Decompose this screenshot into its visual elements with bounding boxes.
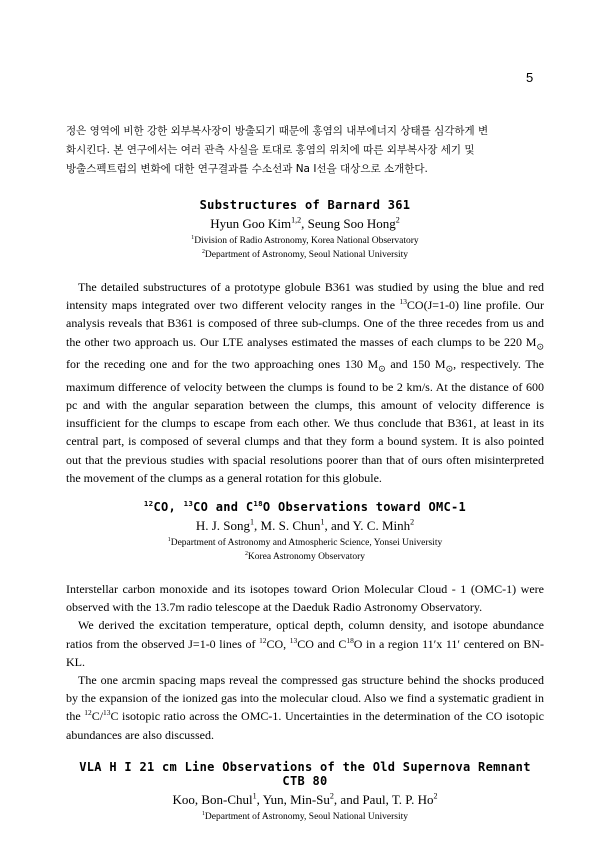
abstract-body: The one arcmin spacing maps reveal the compressed gas structure behind the shocks produced by the expansion of the ionized gas into the molecular cloud. Also we find a systematic gradient in the $^{12}$C/$^{13}$C isotopic ratio across the OMC-1. Uncertainties in the determination of the CO isotopic abundances are also discussed. <box>66 673 544 742</box>
author-list <box>66 216 544 232</box>
solar-symbol: ⊙ <box>445 363 454 374</box>
body-text: and 150 M <box>385 357 446 372</box>
author-name: Koo, Bon-Chul <box>172 792 253 807</box>
abstract-title: Substructures of Barnard 361 <box>199 198 411 212</box>
author-separator: , and <box>333 792 363 807</box>
affil-mark: 1 <box>191 234 195 241</box>
author-separator: , <box>254 518 261 533</box>
affil-mark: 1 <box>201 810 205 817</box>
author-name: M. S. Chun <box>260 518 321 533</box>
abstract-barnard-361 <box>66 198 544 487</box>
author-name: Seung Soo Hong <box>307 216 396 231</box>
author-name: Yun, Min-Su <box>262 792 330 807</box>
korean-line: 화시킨다. 본 연구에서는 여러 관측 사실을 토대로 홍염의 위치에 따른 외부복사장 세기 및 <box>66 144 475 156</box>
author-affil-mark: 2 <box>395 215 400 225</box>
author-name: H. J. Song <box>195 518 250 533</box>
affil-mark: 2 <box>244 550 248 557</box>
author-list <box>66 518 544 534</box>
abstract-ctb80 <box>66 760 544 824</box>
korean-paragraph <box>66 122 544 179</box>
abstract-body: Interstellar carbon monoxide and its isotopes toward Orion Molecular Cloud - 1 (OMC-1) were observed with the 13.7m radio telescope at the Daeduk Radio Astronomy Observatory. <box>66 582 544 615</box>
affil-mark: 2 <box>201 248 205 255</box>
author-name: Hyun Goo Kim <box>210 216 292 231</box>
affil-mark: 1 <box>167 536 171 543</box>
abstract-omc1 <box>66 500 544 744</box>
author-separator: , <box>301 216 308 231</box>
author-affil-mark: 1 <box>250 517 255 527</box>
affil-text: Department of Astronomy, Seoul National University <box>204 812 408 822</box>
author-affil-mark: 1 <box>252 791 257 801</box>
author-list <box>66 792 544 808</box>
affiliation <box>66 550 544 564</box>
author-affil-mark: 1 <box>320 517 325 527</box>
author-separator: , and <box>324 518 353 533</box>
affil-text: Department of Astronomy and Atmospheric Science, Yonsei University <box>170 538 443 548</box>
korean-line: 정은 영역에 비한 강한 외부복사장이 방출되기 때문에 홍염의 내부에너지 상태를 심각하게 변 <box>66 125 489 137</box>
author-separator: , <box>256 792 263 807</box>
solar-symbol: ⊙ <box>378 363 386 374</box>
affiliation <box>66 234 544 248</box>
affiliation <box>66 810 544 824</box>
author-name: Y. C. Minh <box>352 518 411 533</box>
author-affil-mark: 2 <box>410 517 415 527</box>
abstract-body: We derived the excitation temperature, optical depth, column density, and isotope abundance ratios from the observed J=1-0 lines of $^{12}$CO, $^{13}$CO and $C^{18}O$ in a region 11′x 11′ centered on BN-KL. <box>66 618 545 669</box>
body-text: , respectively. The maximum difference of velocity between the clumps is found to be 2 km/s. At the distance of 600 pc and with the angular separation between the clumps, this amount of velocity difference is insufficient for the clumps to escape from each other. We thus conclude that B361, at least in its central part, is composed of several clumps and that they form a bound system. It is also pointed out that the previous studies with spacial resolutions poorer than that of ours often misinterpreted the movement of the clumps as a general rotation for this globule. <box>66 357 544 485</box>
author-affil-mark: 2 <box>329 791 334 801</box>
affiliation <box>66 536 544 550</box>
body-text: The detailed substructures of a prototype globule B361 was studied by using the blue and red intensity maps integrated over two different velocity ranges in the <box>66 280 544 313</box>
solar-symbol: ⊙ <box>536 341 544 351</box>
abstract-body <box>66 278 544 487</box>
affil-text: Division of Radio Astronomy, Korea National Observatory <box>194 236 419 246</box>
affiliation <box>66 248 544 262</box>
affil-text: Department of Astronomy, Seoul National University <box>204 250 408 260</box>
korean-line: 방출스펙트럼의 변화에 대한 연구결과를 수소선과 Na I선을 대상으로 소개한다. <box>66 163 428 175</box>
page-number: 5 <box>526 70 534 85</box>
abstract-title: $^{12}$CO, $^{13}$CO and $C^{18}O$ Observations toward OMC-1 <box>143 499 467 514</box>
affil-text: Korea Astronomy Observatory <box>247 552 366 562</box>
author-affil-mark: 2 <box>433 791 438 801</box>
body-text: for the receding one and for the two approaching ones 130 M <box>66 357 379 372</box>
body-text: CO(J=1-0) line profile. Our analysis reveals that B361 is composed of three sub-clumps. One of the three recedes from us and the other two approach us. Our LTE analyses estimated the masses of each clumps to be 220 M <box>66 298 544 349</box>
author-name: Paul, T. P. Ho <box>362 792 434 807</box>
isotope-mark: 13 <box>399 297 407 307</box>
abstract-title: VLA H I 21 cm Line Observations of the Old Supernova Remnant CTB 80 <box>79 760 531 788</box>
author-affil-mark: 1,2 <box>291 215 302 225</box>
